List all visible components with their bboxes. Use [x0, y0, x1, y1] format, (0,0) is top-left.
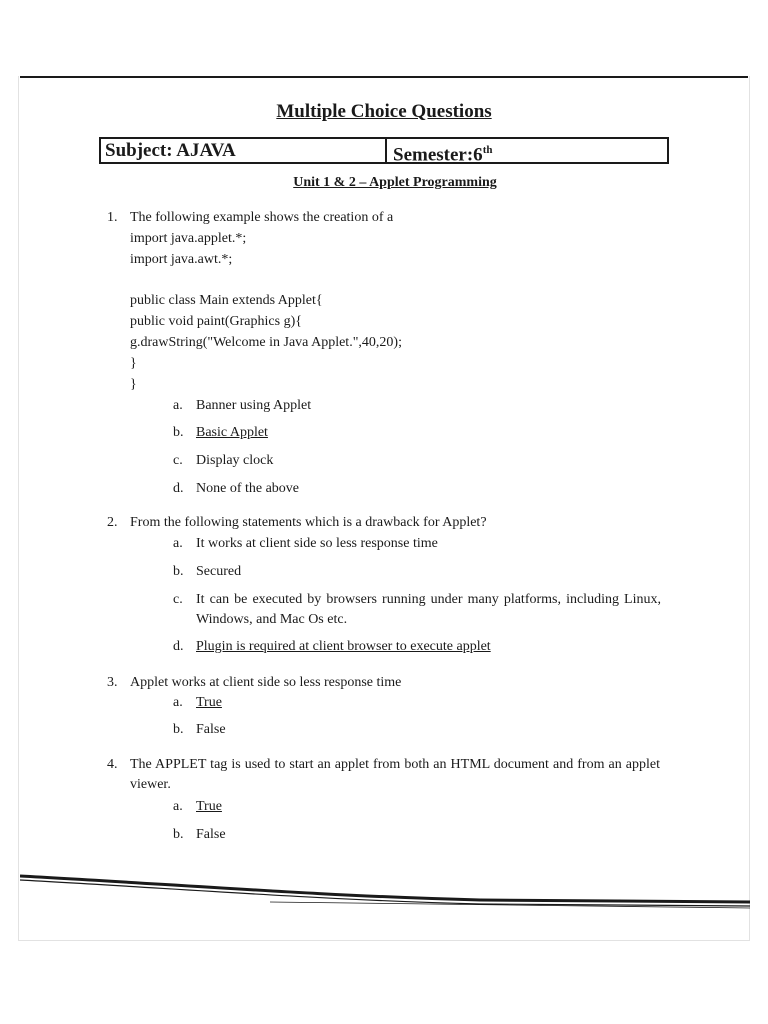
question-text: The APPLET tag is used to start an applet from both an HTML document and from an applet viewer. [130, 757, 660, 792]
option-letter: a. [173, 695, 183, 710]
code-line: g.drawString("Welcome in Java Applet.",40,20); [130, 335, 402, 350]
page-title: Multiple Choice Questions [276, 101, 492, 122]
semester-superscript: th [482, 144, 493, 156]
code-line: public void paint(Graphics g){ [130, 314, 302, 329]
question-text: Applet works at client side so less response time [130, 675, 402, 690]
code-line: } [130, 377, 137, 392]
option-letter: c. [173, 592, 183, 607]
semester-cell [387, 139, 667, 166]
option-letter: d. [173, 639, 184, 654]
code-line: public class Main extends Applet{ [130, 293, 323, 308]
option-text-answer: True [196, 695, 222, 710]
option-text: It can be executed by browsers running under many platforms, including Linux, Windows, and Mac Os etc. [196, 592, 661, 627]
subject-cell: Subject: AJAVA [101, 139, 387, 162]
option-letter: a. [173, 799, 183, 814]
option-text: It works at client side so less response time [196, 536, 438, 551]
code-line: } [130, 356, 137, 371]
option-letter: b. [173, 564, 184, 579]
question-text: From the following statements which is a drawback for Applet? [130, 515, 487, 530]
option-letter: c. [173, 453, 183, 468]
option-letter: a. [173, 536, 183, 551]
option-text: Secured [196, 564, 242, 579]
option-text: Display clock [196, 453, 274, 468]
semester-label: Semester:6 [393, 144, 483, 166]
option-letter: a. [173, 398, 183, 413]
question-number: 3. [107, 675, 118, 690]
code-line: import java.awt.*; [130, 252, 233, 267]
option-text-answer: True [196, 799, 222, 814]
option-text-answer: Basic Applet [196, 425, 268, 440]
option-text: False [196, 722, 226, 737]
question-number: 4. [107, 757, 118, 772]
question-text: The following example shows the creation of a [130, 210, 394, 225]
option-text: False [196, 827, 226, 842]
option-letter: b. [173, 425, 184, 440]
unit-heading: Unit 1 & 2 – Applet Programming [293, 175, 497, 190]
option-letter: b. [173, 827, 184, 842]
option-text-answer: Plugin is required at client browser to execute applet [196, 639, 491, 654]
subject-table [99, 137, 669, 164]
option-letter: b. [173, 722, 184, 737]
code-line: import java.applet.*; [130, 231, 247, 246]
question-number: 2. [107, 515, 118, 530]
option-letter: d. [173, 481, 184, 496]
option-text: None of the above [196, 481, 300, 496]
question-number: 1. [107, 210, 118, 225]
bottom-decorative-rule [20, 862, 750, 922]
top-rule [20, 76, 748, 78]
option-text: Banner using Applet [196, 398, 312, 413]
